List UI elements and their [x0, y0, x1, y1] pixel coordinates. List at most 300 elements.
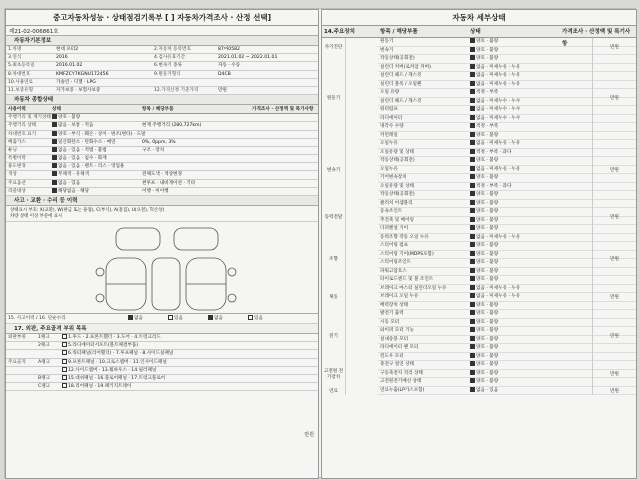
status-state-text: 없음 · 있음 [58, 180, 81, 186]
detail-checkbox[interactable] [470, 251, 475, 256]
status-detail: 썬루프 · 내비게이션 · 기타 [142, 180, 196, 186]
no-repair-checkbox[interactable] [208, 315, 213, 320]
detail-checkbox[interactable] [470, 183, 475, 188]
outer-items-text: 6.쿼터패널(리어휀더) · 7.루프패널 · 8.사이드실패널 [68, 351, 174, 357]
detail-checkbox[interactable] [470, 361, 475, 366]
status-detail [140, 155, 250, 162]
detail-item: 실내송풍 모터 [380, 336, 409, 342]
status-state-text: 양호 · 불량 [58, 115, 81, 121]
state-checkbox[interactable] [52, 114, 57, 119]
outer-rank: 1랭크 [38, 335, 50, 340]
status-note [250, 155, 318, 162]
detail-group: 변속기 [322, 140, 346, 200]
outer-checkbox[interactable] [62, 359, 67, 364]
state-checkbox[interactable] [52, 188, 57, 193]
status-detail [140, 114, 250, 121]
detail-item: 파워고압호스 [380, 268, 407, 274]
detail-state [468, 64, 560, 72]
detail-state [468, 225, 560, 233]
detail-side-note: 만원 [592, 285, 636, 311]
outer-panel-row [6, 367, 318, 375]
detail-item: 오일누유 [380, 141, 398, 146]
detail-checkbox[interactable] [470, 157, 475, 162]
detail-checkbox[interactable] [470, 387, 475, 392]
detail-state [468, 140, 560, 148]
detail-checkbox[interactable] [470, 98, 475, 103]
detail-state [468, 302, 560, 310]
detail-item: 클러치 어셈블리 [380, 200, 413, 206]
detail-state [468, 327, 560, 335]
basic-value: 2016.01.02 [56, 63, 83, 69]
detail-state-text: 없음 · 미세누유 · 누유 [476, 81, 521, 87]
detail-state-text: 양호 · 불량 [476, 251, 499, 257]
status-state [50, 163, 140, 170]
detail-state-text: 양호 · 불량 [476, 260, 499, 265]
status-row [6, 147, 318, 155]
detail-item: 스티어링 펌프 [380, 243, 409, 248]
detail-checkbox[interactable] [470, 166, 475, 171]
status-row [6, 155, 318, 163]
basic-label: 4.검사유효기간 [154, 55, 186, 61]
detail-checkbox[interactable] [470, 81, 475, 86]
detail-state-text: 없음 · 미세누유 · 누유 [476, 64, 521, 70]
status-state [50, 155, 140, 162]
status-state [50, 147, 140, 154]
outer-group: 외판부위 [8, 335, 26, 340]
status-state-text: 해당없음 · 해당 [58, 188, 90, 194]
status-item: 튜닝 [8, 147, 17, 153]
state-checkbox[interactable] [52, 131, 57, 136]
detail-checkbox[interactable] [470, 132, 475, 137]
detail-state-text: 양호 · 불량 [476, 268, 499, 274]
detail-item: 실린더 헤드 / 개스킷 [380, 98, 422, 104]
detail-state-text: 양호 · 불량 [476, 353, 499, 359]
outer-group: 주요골격 [8, 359, 26, 365]
status-item: 주행거리 상태 [8, 123, 37, 129]
basic-info-row [6, 71, 318, 79]
car-diagram-drawing [6, 222, 318, 314]
detail-item: 워터펌프 [380, 107, 398, 112]
detail-item: 타이로드엔드 및 볼 조인트 [380, 277, 434, 282]
detail-item: 스티어링 기어(MDPS포함) [380, 251, 434, 257]
detail-state [468, 123, 560, 131]
detail-item: 오일유량 및 상태 [380, 149, 414, 155]
detail-item: 라디에이터 팬 모터 [380, 345, 419, 350]
outer-rank: A랭크 [38, 359, 51, 365]
detail-state [468, 285, 560, 293]
detail-checkbox[interactable] [470, 123, 475, 128]
basic-value: KMFZCY7KGNU172456 [56, 71, 109, 77]
detail-item: 시동 모터 [380, 319, 400, 325]
detail-item: 오일 유량 [380, 90, 400, 95]
basic-value: 현대 포터2 [56, 47, 79, 52]
basic-value: 2016 [56, 55, 68, 61]
detail-checkbox[interactable] [470, 115, 475, 120]
detail-state-text: 양호 · 불량 [476, 379, 499, 384]
status-detail: 구조 · 장치 [142, 147, 165, 153]
detail-state-text: 없음 · 미세누수 · 누수 [476, 115, 521, 121]
detail-state [468, 191, 560, 199]
accident-heading: 사고 · 교환 · 수리 등 이력 [6, 196, 318, 206]
overall-status-heading: 자동차 종합상태 [6, 95, 318, 105]
status-detail [140, 163, 250, 170]
outer-panel-row [6, 342, 318, 350]
status-state-text: 없음 · 있음 · 침수 · 화재 [58, 156, 107, 162]
outer-checkbox[interactable] [62, 342, 67, 347]
outer-panel-row [6, 359, 318, 367]
detail-checkbox[interactable] [470, 285, 475, 290]
basic-value: D4CB [218, 71, 231, 77]
left-page-title: 중고자동차성능 · 상태점검기록부 [ ] 자동차가격조사 · 산정 선택] [6, 10, 318, 26]
basic-info-row [6, 79, 318, 87]
detail-group: 연료 [322, 387, 346, 396]
outer-items-text: 15.대쉬패널 · 16.플로어패널 · 17.트렁크플로어 [68, 375, 166, 381]
detail-checkbox[interactable] [470, 336, 475, 341]
detail-state [468, 259, 560, 267]
detail-state-text: 양호 · 불량 [476, 319, 499, 325]
detail-item: 연료누출(LP가스포함) [380, 387, 425, 393]
detail-checkbox[interactable] [470, 234, 475, 239]
detail-state [468, 149, 560, 157]
detail-state [468, 251, 560, 259]
detail-state [468, 132, 560, 140]
outer-panel-row [6, 375, 318, 383]
outer-panel-heading: 17. 외판, 주요골격 부위 목록 [6, 324, 318, 334]
detail-group: 고전원 전기장치 [322, 361, 346, 387]
status-detail: 이행 · 미이행 [142, 188, 169, 194]
basic-info-row [6, 87, 318, 95]
status-item: 주요옵션 [8, 180, 26, 186]
detail-checkbox[interactable] [470, 217, 475, 222]
detail-state [468, 174, 560, 182]
document-number: 제21-02-006861호 [6, 26, 318, 36]
outer-group [6, 375, 36, 382]
status-state-text: 많음 · 보통 · 적음 [58, 123, 94, 129]
overall-status-header: 사용이력 상태 항목 / 해당부품 가격조사 · 산정액 및 특기사항 [6, 105, 318, 114]
right-page-title: 자동차 세부상태 [322, 10, 636, 26]
detail-state-text: 양호 · 불량 [476, 243, 499, 248]
detail-state-text: 없음 · 있음 [476, 387, 499, 393]
detail-checkbox[interactable] [470, 89, 475, 94]
status-row [6, 131, 318, 139]
detail-checkbox[interactable] [470, 140, 475, 145]
detail-state [468, 38, 560, 46]
right-page [321, 9, 637, 479]
detail-item: 실린더 헤드 / 개스킷 [380, 73, 422, 78]
status-item: 리콜대상 [8, 188, 26, 194]
outer-panel-row [6, 383, 318, 391]
status-note [250, 163, 318, 170]
detail-group: 자기진단 [322, 38, 346, 55]
state-checkbox[interactable] [52, 139, 57, 144]
outer-checkbox[interactable] [62, 375, 67, 380]
detail-state-text: 없음 · 미세누유 · 누유 [476, 234, 521, 240]
detail-item: 배력장치 상태 [380, 302, 409, 308]
basic-label: 6.변속기 종류 [154, 63, 183, 69]
detail-side-note: 만원 [592, 38, 636, 55]
state-checkbox[interactable] [52, 155, 57, 160]
status-row [6, 188, 318, 196]
status-row [6, 180, 318, 188]
status-note [250, 147, 318, 154]
outer-panel-row [6, 334, 318, 342]
detail-state-text: 양호 · 불량 [476, 192, 499, 197]
detail-state [468, 89, 560, 97]
outer-rank [36, 350, 60, 357]
status-state-text: 양호 · 부식 · 훼손 · 상이 · 변조(변타) · 도말 [58, 131, 146, 137]
status-item: 특별이력 [8, 156, 26, 162]
outer-group [6, 350, 36, 357]
detail-state-text: 양호 · 불량 [476, 226, 499, 231]
basic-info-row [6, 46, 318, 54]
detail-state [468, 370, 560, 378]
detail-state-text: 양호 · 불량 [476, 47, 499, 53]
detail-checkbox[interactable] [470, 276, 475, 281]
detail-state-text: 양호 · 불량 [476, 217, 499, 223]
detail-item: 작동상태(공회전) [380, 56, 415, 61]
basic-info-row [6, 54, 318, 62]
detail-state-text: 양호 · 불량 [476, 345, 499, 350]
outer-items [60, 350, 318, 357]
basic-label: 8.차대번호 [8, 71, 31, 77]
detail-checkbox[interactable] [470, 268, 475, 273]
state-checkbox[interactable] [52, 163, 57, 168]
car-diagram [6, 222, 318, 314]
detail-side-note: 만원 [592, 200, 636, 234]
detail-state [468, 361, 560, 369]
detail-item: 동력조향 작동 오일 누유 [380, 234, 429, 240]
outer-rank: C랭크 [38, 384, 51, 390]
detail-state [468, 242, 560, 250]
detail-state [468, 183, 560, 191]
detail-state [468, 217, 560, 225]
detail-group: 전기 [322, 310, 346, 361]
detail-checkbox[interactable] [470, 106, 475, 111]
basic-label: 12.가격산정 기준가격 [154, 87, 199, 93]
detail-item: 브레이크 오일 누유 [380, 294, 419, 299]
detail-checkbox[interactable] [470, 344, 475, 349]
outer-panel-table [6, 334, 318, 391]
outer-group [6, 342, 36, 349]
detail-side-note: 만원 [592, 140, 636, 200]
repair-history-row: 15. 사고이력 / 16. 단순수리 없음 있음 없음 있음 [6, 314, 318, 324]
outer-items [60, 367, 318, 374]
detail-state [468, 293, 560, 301]
basic-label: 3.연식 [8, 55, 22, 61]
inspection-sheet [4, 8, 636, 478]
detail-state [468, 276, 560, 284]
basic-value: 2021.01.02 ~ 2022.01.01 [218, 55, 278, 61]
basic-label [152, 79, 216, 86]
detail-item: 작동상태(공회전) [380, 192, 415, 197]
detail-item: 냉각수 수량 [380, 124, 404, 129]
detail-item: 디퍼렌셜 기어 [380, 226, 409, 231]
detail-state-text: 양호 · 불량 [476, 336, 499, 342]
detail-group: 동력전달 [322, 200, 346, 234]
detail-item: 등속조인트 [380, 209, 403, 214]
outer-checkbox[interactable] [62, 383, 67, 388]
detail-group: 원동기 [322, 55, 346, 140]
detail-checkbox[interactable] [470, 200, 475, 205]
detail-state [468, 208, 560, 216]
detail-state [468, 234, 560, 242]
status-detail: 전체도색 · 색상변경 [142, 172, 182, 178]
detail-item: 실린더 커버(로커암 커버) [380, 64, 431, 70]
detail-checkbox[interactable] [470, 55, 475, 60]
status-state-text: 없음 · 있음 · 적법 · 불법 [58, 147, 107, 153]
status-item: 배출가스 [8, 139, 26, 145]
basic-value: 만원 [218, 87, 227, 93]
detail-item: 기어변속장치 [380, 175, 407, 180]
status-note [250, 180, 318, 187]
outer-group [6, 367, 36, 374]
outer-panel-row [6, 350, 318, 358]
detail-state-text: 없음 · 미세누유 · 누유 [476, 166, 521, 172]
detail-checkbox[interactable] [470, 378, 475, 383]
detail-state [468, 47, 560, 55]
detail-checkbox[interactable] [470, 38, 475, 43]
state-checkbox[interactable] [52, 122, 57, 127]
detail-checkbox[interactable] [470, 319, 475, 324]
status-detail [140, 131, 250, 138]
has-accident-checkbox[interactable] [168, 315, 173, 320]
basic-label: 11.보증유형 [8, 87, 34, 93]
status-note [250, 171, 318, 178]
detail-checkbox[interactable] [470, 149, 475, 154]
outer-items-text: 18.리어패널 · 19.패키지트레이 [68, 384, 132, 390]
outer-items-text: 9.프론트패널 · 10.크로스멤버 · 11.인사이드패널 [68, 359, 167, 365]
detail-checkbox[interactable] [470, 370, 475, 375]
detail-state [468, 319, 560, 327]
detail-state-text: 양호 · 불량 [476, 311, 499, 316]
detail-item: 원동기 [380, 39, 394, 44]
detail-item: 윈도우 모터 [380, 353, 404, 359]
detail-item: 고전원전기배선 상태 [380, 379, 422, 384]
detail-checkbox[interactable] [470, 72, 475, 77]
detail-checkbox[interactable] [470, 302, 475, 307]
detail-checkbox[interactable] [470, 225, 475, 230]
detail-checkbox[interactable] [470, 64, 475, 69]
status-note [250, 131, 318, 138]
detail-side-note: 만원 [592, 361, 636, 387]
status-row [6, 139, 318, 147]
outer-checkbox[interactable] [62, 334, 67, 339]
basic-label: 2.자동차 등록번호 [154, 47, 191, 52]
detail-checkbox[interactable] [470, 242, 475, 247]
basic-value: 가솔린 · 디젤 · LPG [56, 79, 96, 85]
outer-group [6, 383, 36, 390]
detail-checkbox[interactable] [470, 353, 475, 358]
detail-state-text: 양호 · 불량 [476, 158, 499, 163]
state-checkbox[interactable] [52, 180, 57, 185]
detail-group: 제동 [322, 285, 346, 311]
outer-items [60, 383, 318, 390]
status-state [50, 122, 140, 129]
detail-side-note: 만원 [592, 234, 636, 285]
detail-state [468, 72, 560, 80]
detail-checkbox[interactable] [470, 191, 475, 196]
detail-state [468, 268, 560, 276]
status-row [6, 114, 318, 122]
detail-state-text: 양호 · 불량 [476, 302, 499, 308]
detail-state-text: 적정 · 부족 · 과다 [476, 183, 512, 189]
status-note [250, 122, 318, 129]
status-state-text: 일산화탄소 · 탄화수소 · 매연 [58, 139, 116, 145]
detail-state-text: 없음 · 미세누유 · 누유 [476, 285, 521, 291]
state-checkbox[interactable] [52, 147, 57, 152]
detail-item: 와이퍼 모터 기능 [380, 328, 414, 333]
status-state [50, 114, 140, 121]
detail-state-text: 양호 · 불량 [476, 39, 499, 44]
detail-state [468, 200, 560, 208]
detail-state-text: 양호 · 불량 [476, 56, 499, 61]
detail-status-header: 14.주요장치 항목 / 해당부품 상태 가격조사 · 산정액 및 특기사항 [322, 26, 636, 38]
status-note [250, 139, 318, 146]
detail-checkbox[interactable] [470, 174, 475, 179]
outer-rank: B랭크 [38, 375, 51, 381]
detail-side-note: 만원 [592, 55, 636, 140]
outer-rank [36, 367, 60, 374]
status-state [50, 139, 140, 146]
detail-state [468, 310, 560, 318]
basic-label: 10.사용연료 [8, 79, 34, 85]
status-state [50, 180, 140, 187]
detail-state-text: 양호 · 불량 [476, 370, 499, 376]
detail-side-note: 만원 [592, 310, 636, 361]
detail-state [468, 98, 560, 106]
basic-info-table [6, 46, 318, 95]
overall-status-table [6, 114, 318, 196]
has-repair-checkbox[interactable] [248, 315, 253, 320]
outer-items-text: 1.후드 · 2.프론트휀더 · 3.도어 · 4.트렁크리드 [68, 335, 161, 340]
detail-item: 실린더 블록 / 오일팬 [380, 81, 422, 87]
detail-item: 구동축전지 격리 상태 [380, 370, 423, 376]
detail-item: 스티어링조인트 [380, 260, 412, 265]
detail-checkbox[interactable] [470, 293, 475, 298]
basic-info-row [6, 62, 318, 70]
outer-rank: 2랭크 [38, 343, 50, 349]
detail-state [468, 106, 560, 114]
status-state [50, 131, 146, 138]
outer-checkbox[interactable] [62, 350, 67, 355]
detail-state-text: 양호 · 불량 [476, 328, 499, 333]
detail-state [468, 353, 560, 361]
detail-state-text: 없음 · 미세누유 · 누유 [476, 141, 521, 146]
detail-checkbox[interactable] [470, 208, 475, 213]
detail-item: 오일누유 [380, 166, 398, 172]
status-state-text: 없음 · 있음 · 렌트 · 리스 · 영업용 [58, 164, 125, 170]
detail-checkbox[interactable] [470, 327, 475, 332]
detail-checkbox[interactable] [470, 310, 475, 315]
left-side-note: 만원 [304, 432, 314, 438]
detail-checkbox[interactable] [470, 47, 475, 52]
detail-state-text: 없음 · 미세누수 · 누수 [476, 107, 521, 112]
accident-notes: 상태표시 부호: X(교환), W(판금 또는 용접), C(부식), A(흠집), U(요철), T(손상) 차량 상태 이상 부분에 표시 [6, 206, 318, 222]
status-state [50, 188, 140, 195]
outer-items-text: 5.라디에이터서포트(볼트체결부품) [68, 343, 139, 349]
detail-state [468, 387, 560, 395]
detail-checkbox[interactable] [470, 259, 475, 264]
outer-items [60, 342, 318, 349]
state-checkbox[interactable] [52, 171, 57, 176]
detail-item: 오일유량 및 상태 [380, 183, 414, 189]
status-detail: 0%, 0ppm, 3% [142, 139, 176, 145]
detail-state-text: 없음 · 미세누유 · 누유 [476, 73, 521, 78]
detail-item: 브레이크 마스터 실린더오일 누유 [380, 285, 447, 291]
outer-checkbox[interactable] [62, 367, 67, 372]
status-state [50, 171, 140, 178]
no-accident-checkbox[interactable] [128, 315, 133, 320]
